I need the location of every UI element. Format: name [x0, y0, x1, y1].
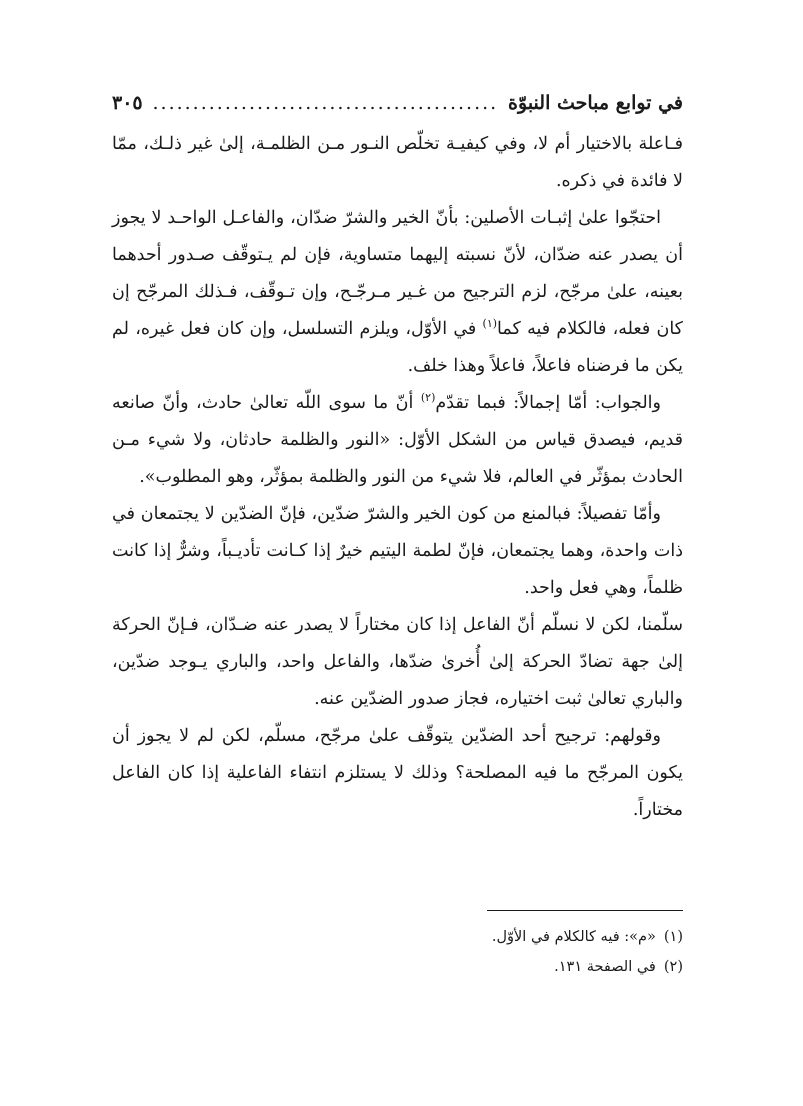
- paragraph-text: والجواب: أمّا إجمالاً: فبما تقدّم: [435, 393, 661, 413]
- footnote-reference-2: (٢): [420, 391, 436, 405]
- paragraph-answer-detail: وأمّا تفصيلاً: فبالمنع من كون الخير والشرّ ضدّين، فإنّ الضدّين لا يجتمعان في ذات واحدة، وهما يجتمعان، فإنّ لطمة اليتيم خيرٌ إذا كـانت تأديـباً، وشرٌّ إذا كانت ظلماً، وهي فعل واحد.: [112, 504, 683, 598]
- paragraph-argument: [112, 200, 683, 385]
- book-page: [112, 92, 683, 975]
- paragraph-continuation: فـاعلة بالاختيار أم لا، وفي كيفيـة تخلّص النـور مـن الظلمـة، إلىٰ غير ذلـك، ممّا لا فائدة في ذكره.: [112, 134, 683, 191]
- footnote-text: «م»: فيه كالكلام في الأوّل.: [491, 929, 656, 945]
- footnote-divider: [487, 910, 683, 911]
- footnote-number: (٢): [663, 959, 683, 975]
- footnote-number: (١): [663, 929, 683, 945]
- paragraph-text: أنّ ما سوى اللّه تعالىٰ حادث، وأنّ صانعه قديم، فيصدق قياس من الشكل الأوّل: «النور والظلمة حادثان، ولا شيء مـن الحادث بمؤثّر في العالم، فلا شيء من النور والظلمة بمؤثّر، وهو المطلوب».: [112, 393, 683, 487]
- body-text: [112, 126, 683, 829]
- footnotes: [112, 922, 683, 982]
- footnote-2: [112, 952, 683, 982]
- paragraph-reply: وقولهم: ترجيح أحد الضدّين يتوقّف علىٰ مرجّح، مسلّم، لكن لم لا يجوز أن يكون المرجّح ما فيه المصلحة؟ وذلك لا يستلزم انتفاء الفاعلية إذا كان الفاعل مختاراً.: [112, 726, 683, 820]
- paragraph-concession: سلّمنا، لكن لا نسلّم أنّ الفاعل إذا كان مختاراً لا يصدر عنه ضـدّان، فـإنّ الحركة إلىٰ جهة تضادّ الحركة إلىٰ أُخرىٰ ضدّها، والفاعل واحد، والباري يـوجد ضدّين، والباري تعالىٰ ثبت اختياره، فجاز صدور الضدّين عنه.: [112, 615, 683, 709]
- paragraph-answer-summary: [112, 385, 683, 496]
- footnote-text: في الصفحة ١٣١.: [554, 959, 656, 975]
- leader-dots: ...........................................: [152, 92, 499, 114]
- footnote-1: [112, 922, 683, 952]
- running-header-title: في توابع مباحث النبوّة: [508, 92, 683, 114]
- paragraph-text: في الأوّل، ويلزم التسلسل، وإن كان فعل غيره، لم يكن ما فرضناه فاعلاً، فاعلاً وهذا خلف.: [112, 319, 683, 376]
- page-number: ٣٠٥: [112, 92, 143, 114]
- paragraph-text: احتجّوا علىٰ إثبـات الأصلين: بأنّ الخير والشرّ ضدّان، والفاعـل الواحـد لا يجوز أن يصدر عنه ضدّان، لأنّ نسبته إليهما متساوية، فإن لم يـتوقّف صـدور أحدهما بعينه، علىٰ مرجّح، لزم الترجيح من غـير مـرجّـح، وإن تـوقّف، فـذلك المرجّح إن كان فعله، فالكلام فيه كما: [112, 208, 683, 339]
- running-header: [112, 92, 683, 126]
- footnote-reference-1: (١): [482, 317, 498, 331]
